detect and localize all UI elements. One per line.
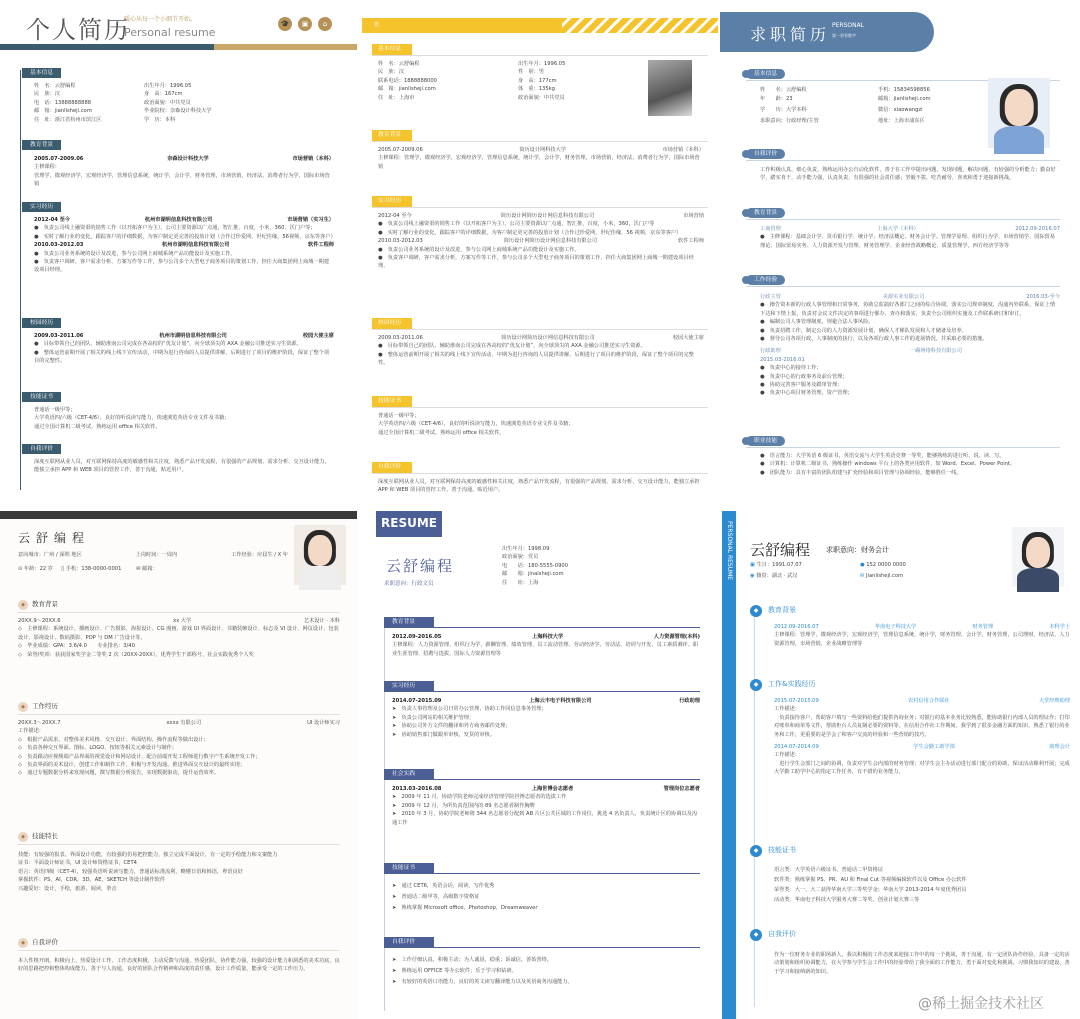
divider	[18, 612, 340, 613]
section-campus: 校园经历	[372, 318, 412, 329]
section-internship: 实习经历	[22, 202, 61, 212]
education: 2012.09-2016.05 上海科技大学 人力资源管理(本科) 主修课程：人力资源管理、组织行为学、薪酬管理、绩效管理、员工流动管理、劳动经济学、劳动法、培训与开发、员工素质测评、职业生涯管理、招聘与选拔、国际人力资源管理等	[392, 634, 700, 657]
divider	[372, 141, 708, 142]
self-eval: 深度互联网从业人员，对互联网保持高度的敏感性和关注度，熟悉产品开发流程，有很强的产品规划、需求分析、交互设计能力，能独立承担 APP 和 WEB 项目的管控工作，善于沟通，贴近用户。	[34, 459, 330, 474]
section-self-eval: 自我评价	[746, 149, 785, 159]
self-eval: 工作积极认真，细心负责，熟练运用办公自动化软件，善于在工作中提出问题，发现问题，解决问题，有较强的分析能力；勤奋好学，踏实肯干，动手能力强，认真负责，有很强的社会责任感；坚毅不拔，吃苦耐劳，喜欢和勇于迎接新挑战。	[760, 167, 1056, 182]
email-icon: ✉	[860, 573, 866, 580]
resume-slogan: 暖心从每一个小细节开始。	[124, 16, 197, 23]
work-experience: 2015.07-2015.09 农村信用合作联社 大堂经理助理 工作描述： 负责接待客户，帮助客户填写一些资料给他们提供咨询业务；对银行的基本业务比较熟悉，能协助银行内部人员的理证作；打印对账单和商单等文件，帮助柜台人员复制必要的资料等。在信用合作社工作期间，我学到了很多金融方面的知识，熟悉了银行的业务和工作，更重要的是学会了和客户交流的经验和一些营销的技巧。 2014.07-2014.09 学生会勤工助学部 助理会计 工作描述： 进行学生会部门之间的协调，负责对学生会内部的财务管理；对学生会主办活动进行部门配合的协助，保证活动顺利开展；完成大学勤工助学中心的指定工作任务，有不错的业务能力。	[774, 698, 1070, 776]
resume-template-3[interactable]	[720, 0, 1080, 507]
certificate-icon: ◆	[750, 845, 762, 857]
internship: 2012-04 至今 简历设计网简历设计网信息科技有限公司 市场营销 ● 负责公司线上融资渠的销售工作（以开拓客户为主），公司主要资源以广点通，智汇推，百度，小米，360，沃门户等 ● 实时了解行业的变化，跟踪客户的详细数据，为客户制定更完善的投放计划（合作过珍爱网，世纪佳缘，56 视频，京东等客户） 2010.03-2012.03 简历设计网简历设计网信息科技有限公司 软件工程师 ● 负责公司业务系统的设计及改进，参与公司网上商城系统产品功能设计及实施工作。 ● 负责客户调研，客户需求分析，方案写作等工作，参与公司多个大型电子商务项目的策划工作，担任大商集团网上商城一期建设项目经理。	[378, 213, 704, 270]
job-intent: 求职意向：财务会计	[826, 546, 889, 554]
education: 2005.07-2009.06 简历设计网科技大学 市场营销（本科） 主修课程：管理学，微观经济学，宏观经济学，管理信息系统，统计学，会计学，财务管理，市场营销，经济法，消费者行为学，国际市场营销	[378, 147, 704, 170]
education: 20XX.9～20XX.6 xx 大学 艺术设计 · 本科 ◇ 主修课程：系统设计、插画设计、广告摄影、海报设计、CG 漫画、游戏 UI 界面设计、书籍装帧设计、标志及 VI 设计、网页设计、包装设计、影视设计、数码摄影、POP 与 DM 广告设计等。 ◇ 毕业成绩：GPA：3.6/4.0 专业排名：3/40 ◇ 荣誉/奖项：获获国家奖学金二等奖 2 次（20XX-20XX），优秀学生干部称号、社会实践优秀个人奖	[18, 618, 340, 658]
profile-photo	[648, 60, 692, 116]
section-basic-info: 基本信息	[22, 68, 61, 78]
resume-template-5[interactable]	[362, 511, 718, 1019]
section-education: 教育背景	[372, 130, 412, 141]
resume-template-2[interactable]	[362, 0, 718, 507]
section-skills: 技能证书	[384, 863, 434, 873]
campus: 2009.03-2011.06 简历设计网简历设计网信息科技有限公司 校园大使主席 ● 目标带领自己的团队，辅助淮南公司完成在各高校的“优友计划”，向全球顶尖的 AXA 金融公司推送实习生资源。 ● 整体运营前期开展了相关的线上线下宣传活动，中期为进行咨询的人员提供讲解，后期进行了项目的维护阶段，保证了整个项目的完整性。	[378, 335, 704, 367]
header-band	[0, 44, 357, 50]
timeline-line	[384, 621, 385, 1011]
profile-photo	[988, 78, 1050, 148]
location-icon: ◉	[750, 573, 757, 580]
section-internship: 实习经历	[384, 681, 434, 691]
divider	[746, 286, 1060, 287]
divider	[18, 714, 340, 715]
divider	[384, 947, 700, 948]
stripe-tag: 选	[374, 22, 380, 28]
skills: 技能：有较强的报表、界面设计功能，有较强的仿易把控能力，独立完成平面设计，有一定的手绘能力和文案能力 证书：平面设计师证书，UI 设计师资格证书，CET4 语言：英语四级（CET-4），较强英语听说读写能力，普通话标准流利，略懂日语和韩语，粤语良好 掌握软件：PS，AI，CDR，3D，AE，SKETCH 等设计制作软件 兴趣爱好：设计，手绘，旅游，阅读，拳击	[18, 852, 278, 892]
graduation-icon: ◆	[750, 605, 762, 617]
section-education: ◆ 教育背景	[18, 599, 58, 610]
self-eval: ➤ 工作仔细认真，积极主动；为人诚恳，稳重；诉诚信，善始善终。 ➤ 熟练运用 OFFICE 等办公软件；乐于学习和钻研。 ➤ 有较好的英语口语能力，良好的英文读写翻译能力以及英语商务沟通能力。	[392, 957, 573, 985]
section-skills: 技能证书	[22, 392, 61, 402]
divider	[372, 407, 708, 408]
resume-subtitle: Personal resume	[124, 26, 216, 39]
star-icon: ◆	[18, 832, 28, 842]
basic-info: ▣ 生日：1991.07.07 ● 152 0000 0000 ◉ 籍贯：湖北 · 武汉 ✉ Jianlisheji.com	[750, 562, 906, 580]
section-basic-info: 基本信息	[746, 69, 785, 79]
home-icon: ⌂	[318, 17, 332, 31]
section-education: 教育背景	[384, 617, 434, 627]
skills: ● 语言能力：大学英语 6 级证书，英语交流与大学生英语竞赛一等奖，能够熟练的进行听、说、读、写。 ● 计算机：计算机二级证书，熟练操作 windows 平台上的各类应用软件，如 Word、Excel、Power Point。 ● 团队能力：具有丰富的团队组建与扩充经验和项目管理与协调经验，能够胜任一线。	[760, 453, 1016, 476]
divider	[372, 207, 708, 208]
divider	[372, 55, 708, 56]
divider	[18, 950, 340, 951]
section-education: 教育背景	[22, 140, 61, 150]
education: 2005.07-2009.06 奈森设计科技大学 市场营销（本科） 主修课程： 管理学，微观经济学，宏观经济学，管理信息系统，统计学，会计学，财务管理，市场营销，经济法，消费者行为学，国际市场营销	[34, 156, 334, 188]
resume-template-6[interactable]	[722, 511, 1080, 1019]
calendar-icon: ▣	[750, 562, 757, 568]
user-icon: ◆	[750, 929, 762, 941]
education: 工商管理 上海大学（本科） 2012.09-2016.07 ● 主修课程：基础会计学、货币银行学、统计学、经济法概论、财务会计学、管理学原理、组织行为学、市场营销学、国际贸易理论、国际贸易实务、人力资源开发与管理、财务管理学、企业经营战略概论、质量管理学，西方经济学等等	[760, 226, 1060, 249]
section-work: ◆ 工作经历	[18, 701, 58, 712]
internship: 2014.07-2015.09 上海云丰电子科技有限公司 行政助理 ➤ 负责人事管理及公司日常办公管理，协助工作同信息事务管理； ➤ 负责公司网站的相关维护管理； ➤ 协助公司外方文件的翻译和外方商务邮件处理； ➤ 协助销售部门做跟单审核，发货的审核。	[392, 698, 700, 738]
section-self-eval: 自我评价	[372, 462, 412, 473]
divider	[372, 329, 708, 330]
basic-info: 姓 名：云舒编程 手机：15834598856 年 龄：23 邮箱：jianlisheji.com 学 历：大学本科 微信：xiaowangzi 求职意向：行政经理/主管 地址：上海市浦东区	[760, 87, 931, 125]
section-social-practice: 社会实践	[384, 769, 434, 779]
campus: 2009.03-2011.06 杭州市湖明信息科技有限公司 校园大使主席 ● 目标带领自己的团队，辅助淮南公司完成在各高校的“优友计划”，向全球顶尖的 AXA 金融公司推送实习生资源。 ● 整体运营前期开展了相关的线上线下宣传活动，中期为进行咨询的人员提供讲解，后期进行了项目的维护阶段，保证了整个项目的完整性。	[34, 333, 334, 365]
profile-photo	[294, 525, 346, 585]
age-icon: ⊙	[18, 566, 24, 573]
section-self-eval: ◆ 自我评价	[18, 937, 58, 948]
divider	[384, 691, 700, 692]
graduation-icon: 🎓	[278, 17, 292, 31]
resume-title: 个人简历	[26, 16, 130, 44]
section-skills: 技能证书	[372, 396, 412, 407]
divider	[372, 473, 708, 474]
skills: 普通话一级甲等； 大学英语四/六级（CET-4/6），良好的听说读写能力，快速浏览英语专业文件及书籍； 通过全国计算机二级考试，熟练运用 office 相关软件。	[34, 407, 230, 430]
user-icon: ◆	[18, 938, 28, 948]
resume-badge: RESUME	[376, 511, 442, 537]
resume-subtitle: PERSONAL	[832, 22, 865, 29]
skills: ➤ 通过 CET6，英语会话，阅读，写作优秀 ➤ 普通话二级甲等，高级数字资格证 ➤ 熟练掌握 Microsoft office，Photoshop，Dreamweaver	[392, 883, 538, 911]
section-basic-info: 基本信息	[372, 44, 412, 55]
candidate-name: 云舒编程	[750, 541, 811, 559]
graduation-icon: ◆	[18, 600, 28, 610]
stripe-bar-solid	[362, 18, 562, 33]
section-internship: 实习经历	[372, 196, 412, 207]
top-bar	[0, 511, 357, 519]
timeline-line	[20, 70, 21, 490]
section-self-eval: 自我评价	[384, 937, 434, 947]
divider	[384, 627, 700, 628]
section-skills: 职业技能	[746, 436, 785, 446]
phone-icon: ▯	[61, 566, 66, 573]
basic-info: 姓 名：云舒编程 出生年月：1996.05 民 族：汉 身 高：167cm 电 话：13888888888 政治面貌：中共党员 邮 箱：jianlisheji.com 毕业院校：奈森设计科技大学 住 址：浙江省杭州市滨江区 学 历：本科	[34, 83, 212, 123]
skills: 语言类：大学英语六级证书，普通话二甲资格证 软件类：熟练掌握 PS、PR、AU 和 Final Cut 等视频编辑软件以及 Office 办公软件 荣誉类：大一、大二获得华南大学三等奖学金；华南大学 2013-2014 年度优秀团员 活动类：华南电子科技大学服务大赛二等奖、创业计划大赛三等	[774, 867, 967, 903]
divider	[18, 844, 340, 845]
social-practice: 2013.03-2016.08 上海世博会志愿者 管理岗位志愿者 ➤ 2009 年 11 月，协助学院老师完成经济管理学院世博志愿者的选拔工作 ➤ 2009 年 12 月，为所负责范围内的 89 名志愿者制作胸牌 ➤ 2010 年 3 月，协助学院老师将 344 名志愿者分配到 AB 片区公共区域的工作岗位，挑选 4 名负责人，负责统计区的协调以及沟通工作	[392, 786, 700, 826]
section-self-eval: 自我评价	[22, 444, 61, 454]
basic-info: 姓 名：云舒编程 出生年月：1996.05 民 族：汉 性 别：男 联系电话：1888888000 身 高：177cm 邮 箱：jianlisheji.com 体 重：135kg 住 址：上海市 政治面貌：中共党员	[378, 61, 566, 101]
resume-template-4[interactable]	[0, 511, 357, 1019]
work-experience: 20XX.3～20XX.7 xxxx 有限公司 UI 设计师实习 工作描述： ◇ 根据产品需求，对整体美术风格、交互设计、界面结构、操作流程等做出设计； ◇ 负责各种交互界面、图标、LOGO、按钮等相关元素设计与制作； ◇ 负责跟动应视频端产品界面的视觉设计和网站设计，配合前端开发工程师进行数字产生系统开发工作； ◇ 负责界面的美术设计，创建工作和制作工作，积极与开发沟通，推进界面交互设计的最终实现； ◇ 通过专题数据分析来发现问题，撰写数据分析报告，实现数据驱动，提升运营效率。	[18, 720, 340, 777]
briefcase-icon: ◆	[18, 702, 28, 712]
divider	[746, 447, 1060, 448]
education: 2012.09-2016.07 华南电子科技大学 财务管理 本科学士 主修课程：管理学，微观经济学，宏观经济学，管理信息系统，统计学，财务管理，会计学，财务管理，公司理财，经济法，人力资源管理，市场营销，企业战略管理等	[774, 624, 1070, 647]
briefcase-icon: ▣	[298, 17, 312, 31]
email-icon: ✉	[136, 566, 143, 573]
section-skills: ◆ 技能特长	[18, 831, 58, 842]
section-education: 教育背景	[746, 208, 785, 218]
section-campus: 校园经历	[22, 318, 61, 328]
briefcase-icon: ◆	[750, 679, 762, 691]
resume-tagline: 第一更有数字	[832, 33, 856, 38]
divider	[384, 873, 700, 874]
side-label: PERSONAL RESUME	[726, 521, 733, 581]
section-skills: ◆ 技能证书	[750, 845, 796, 857]
timeline-line	[754, 607, 755, 1007]
internship: 2012-04 至今 杭州市湖明信息科技有限公司 市场营销（实习生） ● 负责公司线上融资渠的销售工作（以开拓客户为主），公司主要资源以广点通，智汇推，百度，小米，360、沃门户等； ● 实时了解行业的变化，跟踪客户的详细数据，为客户制定更完善的投放计划（合作过珍爱网，世纪佳缘，56视频，京东等客户） 2010.03-2012.03 杭州市湖明信息科技有限公司 软件工程师 ● 负责公司业务系统的设计及改进，参与公司网上商城系统产品功能设计及实施工作。 ● 负责客户调研、客户需求分析、方案写作等工作，参与公司多个大型电子商务项目的策划工作，担任大商集团网上商城一期建设项目经理。	[34, 217, 336, 274]
section-self-eval: ◆ 自我评价	[750, 929, 796, 941]
self-eval: 作为一位财务专业的职场新人，我以积极的工作态度来迎接工作中的每一个挑战，善于沟通，有一定团队协作经验，具备一定的活动策划和组织协调能力，在大学参与学生会工作中的经验带给了我全面的工作能力，勇于面对变化和挑战。习惯我知识的建设，善于学习和接纳新的知识。	[774, 952, 1070, 975]
self-eval: 深度互联网从业人员，对互联网保持高度的敏感性和关注度，熟悉产品开发流程，有很强的产品规划、需求分析、交互设计能力，能独立承担 APP 和 WEB 项目的管控工作，善于沟通，贴近用户。	[378, 479, 700, 494]
divider	[746, 219, 1060, 220]
divider	[746, 160, 1060, 161]
watermark: @稀土掘金技术社区	[918, 996, 1044, 1012]
self-eval: 本人性格开朗，积极向上，热爱设计工作，工作态度积极，主动反馈与沟通，热爱团队，协作能力强，较强的设计能力和洞悉的美术功底，良好的思路把控和整体构成能力，善于与人沟通，良好的团队合作精神和高度的责任感，设计工作质量，能承受一定的工作压力。	[18, 958, 340, 973]
divider	[384, 779, 700, 780]
section-education: ◆ 教育背景	[750, 605, 796, 617]
profile-photo	[1012, 527, 1064, 587]
job-intent: 求职意向：行政文员	[384, 581, 434, 587]
resume-template-1[interactable]	[0, 0, 357, 507]
work-experience: 行政主管 美源实业有限公司 2016.03-至今 ● 操告资本新的行政人事管理和日常事务，协助总监搞好各部门之间的综合协调，落实公司规章制度，沟通内外联系，保证上情下达和下情上报，负责对会议文件决定的事项进行催办，查办和落实，负责全公司组织实施及工作联系研讨和审订。 ● 编制公司人事管理制度，规避合法人事风险。 ● 负责招聘工作，制定公司的人力资源发展计划，确保人才梯队发展和人才储备及培养。 ● 督导公司各项行政，人事制度的执行，以及各项行政人事工作的进展情况，并采取必要的措施。 行政助理 一踢网络科技有限公司 2015.03-2016.01 ● 负责中心的接待工作； ● 负责中心的行政事务及前台管理； ● 协助完善客户服务及跟单管理； ● 负责中心项目财务管理，资产管理；	[760, 294, 1060, 397]
candidate-name: 云舒编程	[386, 557, 455, 575]
meta-info: 意向城市：广州 / 深圳 地区 上岗时间：一周内 工作经验：应届生 / X 年 ⊙ 年龄：22 岁 ▯ 手机：138-0000-0001 ✉ 邮箱：	[18, 552, 288, 573]
section-work: 工作经验	[746, 275, 785, 285]
phone-icon: ●	[860, 562, 867, 568]
section-work: ◆ 工作&实践经历	[750, 679, 815, 691]
candidate-name: 云舒编程	[18, 531, 91, 545]
basic-info: 出生年月：1998.09 政治面貌：党员 电 话：180-5555-0900 邮 箱：jinalsheji.com 住 址：上海	[502, 546, 569, 586]
skills: 普通话一级甲等； 大学英语四/六级（CET-4/6），良好的听说读写能力，快速浏览英语专业文件及书籍； 通过全国计算机二级考试，熟练运用 office 相关软件。	[378, 413, 574, 436]
resume-title: 求职简历	[750, 25, 831, 44]
